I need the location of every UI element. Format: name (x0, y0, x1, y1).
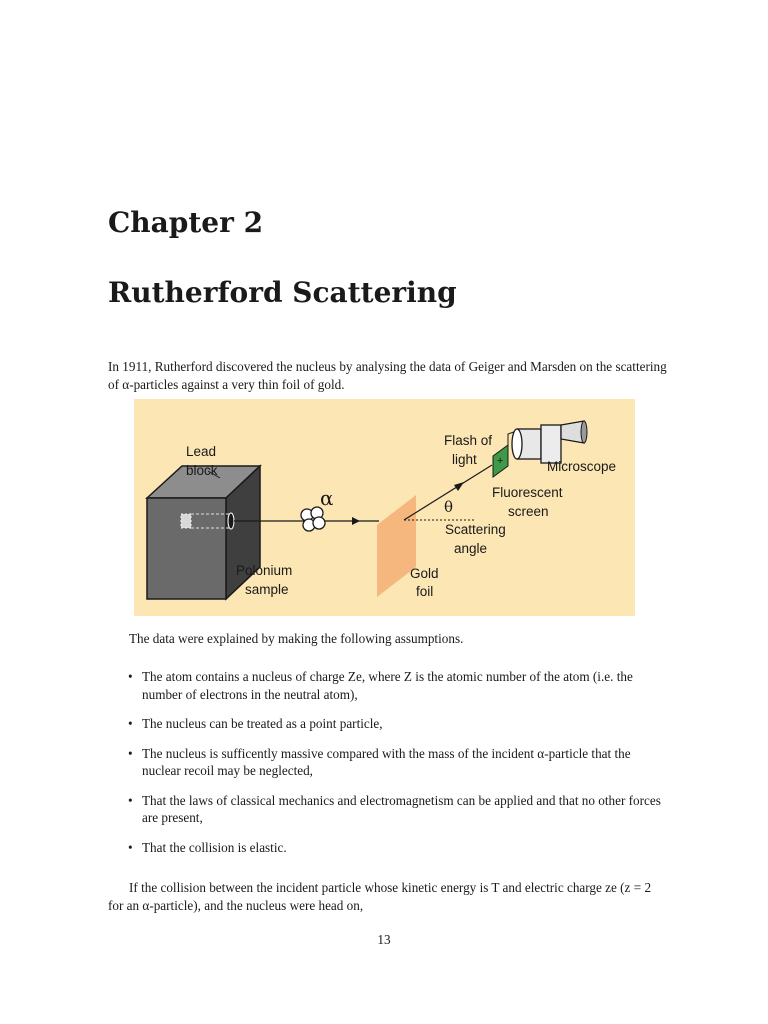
label-flash-1: Flash of (444, 433, 493, 448)
polonium-sample (181, 514, 191, 528)
label-fluorescent-1: Fluorescent (492, 485, 563, 500)
assumption-text: The nucleus can be treated as a point particle, (142, 716, 383, 731)
flash-marker: + (497, 455, 504, 467)
label-lead-block-1: Lead (186, 444, 217, 459)
bullet-icon: • (128, 669, 133, 684)
bullet-icon: • (128, 716, 133, 731)
list-item (126, 745, 666, 780)
list-item (126, 839, 666, 857)
bullet-icon: • (128, 745, 133, 761)
label-flash-2: light (452, 452, 477, 467)
chapter-title: Rutherford Scattering (108, 276, 457, 309)
bullet-icon: • (128, 839, 133, 855)
closing-paragraph: If the collision between the incident particle whose kinetic energy is T and electric charge ze (z = 2 for an α-particle), and the nucleus were head on, (108, 880, 652, 913)
assumption-text: The nucleus is sufficently massive compared with the mass of the incident α-particle that the nuclear recoil may be neglected, (142, 745, 631, 778)
rutherford-apparatus-figure (134, 399, 635, 616)
label-lead-block-2: block (186, 463, 218, 478)
label-scattering-2: angle (454, 541, 488, 556)
label-fluorescent-2: screen (508, 504, 549, 519)
label-gold-2: foil (416, 584, 434, 599)
bullet-icon: • (128, 792, 133, 808)
page-number: 13 (377, 932, 391, 947)
lead-block-front (147, 498, 226, 599)
chapter-label: Chapter 2 (108, 206, 264, 239)
label-gold-1: Gold (410, 566, 439, 581)
assumptions-intro: The data were explained by making the following assumptions. (129, 631, 464, 646)
list-item (126, 792, 666, 827)
apparatus-diagram (134, 399, 635, 616)
label-microscope: Microscope (547, 459, 617, 474)
collimator-hole (228, 513, 234, 529)
assumption-text: That the collision is elastic. (142, 839, 287, 855)
label-scattering-1: Scattering (445, 522, 506, 537)
label-polonium-2: sample (245, 582, 289, 597)
assumptions-list (126, 668, 666, 868)
assumption-text: The atom contains a nucleus of charge Ze, where Z is the atomic number of the atom (i.e. the number of electrons in the neutral atom), (142, 669, 633, 702)
label-polonium-1: Polonium (236, 563, 293, 578)
label-theta: θ (444, 498, 454, 516)
intro-paragraph: In 1911, Rutherford discovered the nucleus by analysing the data of Geiger and Marsden on the scattering of α-particles against a very thin foil of gold. (108, 359, 667, 392)
assumption-text: That the laws of classical mechanics and electromagnetism can be applied and that no other forces are present, (142, 792, 661, 825)
list-item (126, 715, 666, 733)
label-alpha: α (320, 486, 334, 510)
list-item (126, 668, 666, 703)
